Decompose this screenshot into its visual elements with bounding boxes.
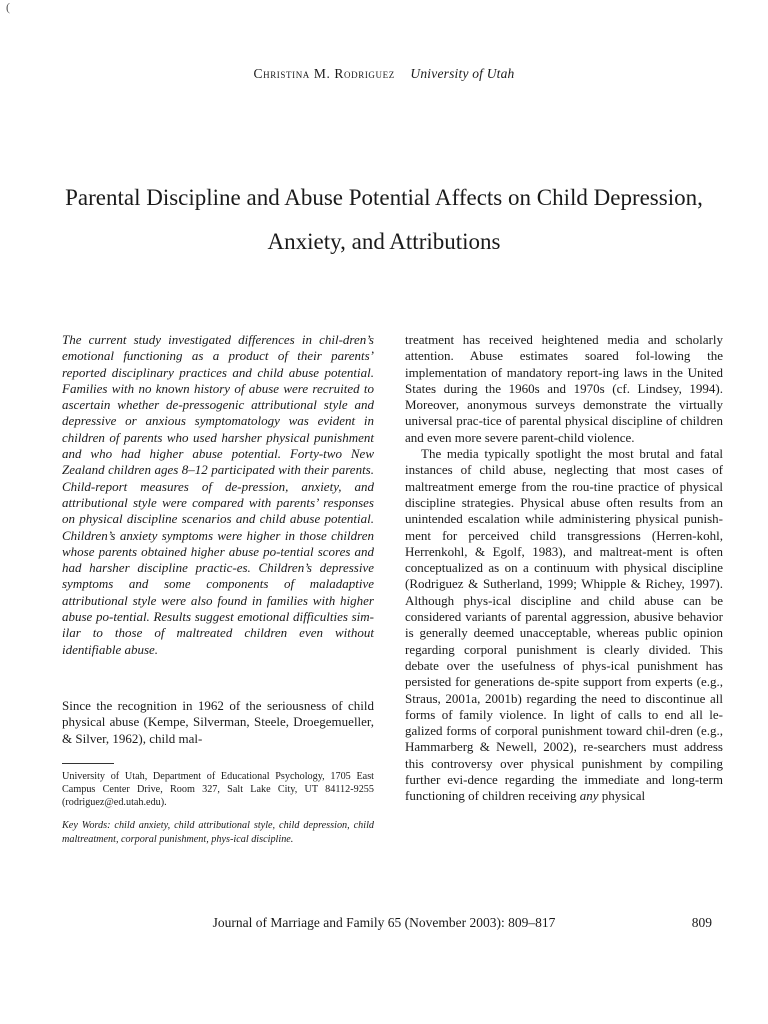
keywords: Key Words: child anxiety, child attributional style, child depression, child maltreatment, corporal punishment, phys-ical discipline.: [62, 820, 374, 845]
body-paragraph-1: treatment has received heightened media and scholarly attention. Abuse estimates soared fol-lowing the implementation of mandatory report-ing laws in the United States during the 1960s and 1970s (cf. Lindsey, 1994). Moreover, anonymous surveys demonstrate the virtually universal prac-tice of parental physical discipline of children and even more severe parent-child violence.: [405, 332, 723, 445]
footnote-divider: [62, 763, 114, 764]
left-column: [62, 332, 374, 846]
emphasis-any: any: [579, 788, 599, 804]
body-paragraph-2-text: The media typically spotlight the most brutal and fatal instances of child abuse, neglecting that most cases of maltreatment emerge from the rou-tine practice of physical discipline strategies. Physical abuse often results from an unintended escalation while administering physical punish-ment for perceived child transgressions (Herren-kohl, Herrenkohl, & Egolf, 1983), and maltreat-ment is often conceptualized as on a continuum with physical discipline (Rodriguez & Sutherland, 1999; Whipple & Richey, 1997). Although phys-ical discipline and child abuse can be considered variants of parental aggression, abusive behavior is generally deemed unacceptable, whereas public opinion regarding corporal punishment is clearly divided. This debate over the usefulness of phys-ical punishment has persisted for generations de-spite support from experts (e.g., Straus, 2001a, 2001b) regarding the need to discontinue all forms of family violence. In light of calls to end all le-galized forms of corporal punishment toward chil-dren (e.g., Hammarberg & Newell, 2002), re-searchers must address this controversy over physical punishment by compiling further evi-dence regarding the immediate and long-term functioning of children receiving: [405, 446, 723, 804]
intro-paragraph: Since the recognition in 1962 of the seriousness of child physical abuse (Kempe, Silverman, Steele, Droegemueller, & Silver, 1962), child mal-: [62, 697, 374, 746]
body-paragraph-2: [405, 446, 723, 805]
abstract: The current study investigated differences in chil-dren’s emotional functioning as a product of their parents’ reported disciplinary practices and child abuse potential. Families with no known history of abuse were recruited to ascertain whether de-pressogenic attributional style and depressive or anxious symptomatology was evident in children of parents who used harsher physical punishment and who had higher abuse potential. Forty-two New Zealand children ages 8–12 participated with their parents. Child-report measures of de-pression, anxiety, and attributional style were compared with parents’ responses on physical discipline scenarios and child abuse potential. Children’s anxiety symptoms were higher in those children whose parents obtained higher abuse po-tential scores and had harsher discipline practic-es. Children’s depressive symptoms and some components of maladaptive attributional style were also found in families with higher abuse po-tential. Results suggest emotional difficulties sim-ilar to those of maltreated children even without identifiable abuse.: [62, 332, 374, 657]
page-number: 809: [691, 915, 712, 930]
journal-citation: Journal of Marriage and Family 65 (November 2003): 809–817: [212, 915, 556, 930]
right-column: [405, 332, 723, 805]
corner-mark: (: [6, 0, 10, 14]
author-name: Christina M. Rodriguez: [253, 66, 395, 81]
body-paragraph-2-end: physical: [601, 788, 646, 804]
author-affiliation: University of Utah: [410, 66, 515, 81]
byline: [0, 66, 768, 82]
article-title: Parental Discipline and Abuse Potential Affects on Child Depression, Anxiety, and Attributions: [65, 185, 703, 254]
author-footnote: University of Utah, Department of Educational Psychology, 1705 East Campus Center Drive, Room 327, Salt Lake City, UT 84112-9255 (rodriguez@ed.utah.edu).: [62, 770, 374, 809]
